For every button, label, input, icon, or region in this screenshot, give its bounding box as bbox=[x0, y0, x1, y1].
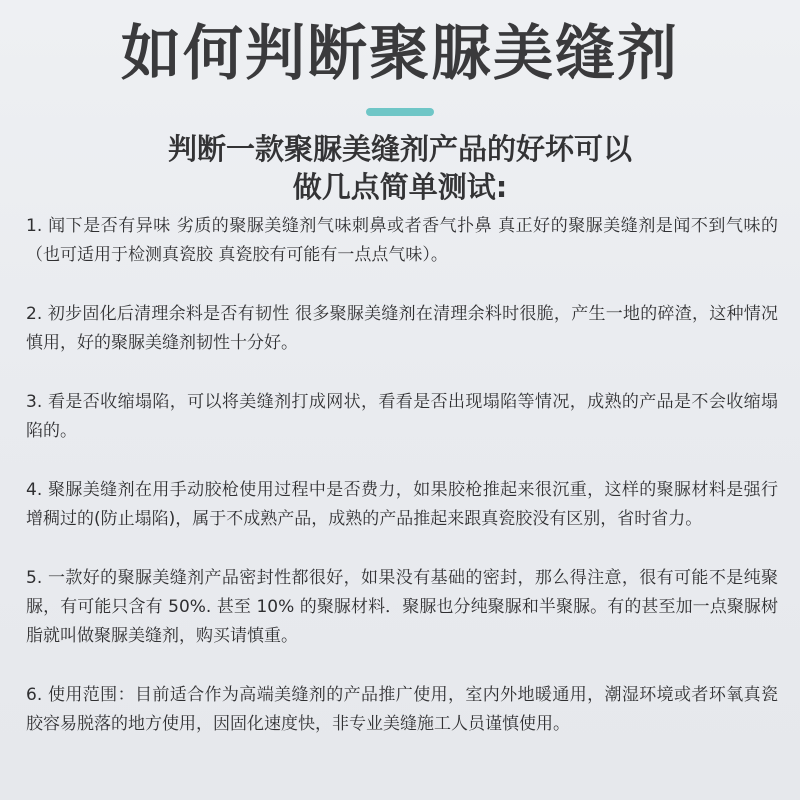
subtitle-line-1: 判断一款聚脲美缝剂产品的好坏可以 bbox=[167, 132, 632, 166]
subtitle-line-2: 做几点简单测试: bbox=[292, 170, 508, 204]
subtitle bbox=[0, 130, 800, 206]
list-item-6: 6. 使用范围：目前适合作为高端美缝剂的产品推广使用，室内外地暖通用，潮湿环境或者环氧真瓷胶容易脱落的地方使用，因固化速度快，非专业美缝施工人员谨慎使用。 bbox=[26, 685, 778, 734]
list-item-3: 3. 看是否收缩塌陷，可以将美缝剂打成网状，看看是否出现塌陷等情况，成熟的产品是不会收缩塌陷的。 bbox=[26, 392, 778, 441]
test-list bbox=[26, 212, 778, 769]
list-item-1: 1. 闻下是否有异味 劣质的聚脲美缝剂气味刺鼻或者香气扑鼻 真正好的聚脲美缝剂是闻不到气味的（也可适用于检测真瓷胶 真瓷胶有可能有一点点气味）。 bbox=[26, 216, 778, 265]
list-item-5: 5. 一款好的聚脲美缝剂产品密封性都很好，如果没有基础的密封，那么得注意，很有可能不是纯聚脲，有可能只含有 50%. 甚至 10% 的聚脲材料．聚脲也分纯聚脲和半聚脲。有的甚至加一点聚脲树脂就叫做聚脲美缝剂，购买请慎重。 bbox=[26, 568, 778, 646]
accent-divider bbox=[366, 108, 434, 116]
list-item-4: 4. 聚脲美缝剂在用手动胶枪使用过程中是否费力，如果胶枪推起来很沉重，这样的聚脲材料是强行增稠过的(防止塌陷)，属于不成熟产品，成熟的产品推起来跟真瓷胶没有区别，省时省力。 bbox=[26, 480, 778, 529]
list-item-2: 2. 初步固化后清理余料是否有韧性 很多聚脲美缝剂在清理余料时很脆，产生一地的碎渣，这种情况慎用，好的聚脲美缝剂韧性十分好。 bbox=[26, 304, 778, 353]
page-title: 如何判断聚脲美缝剂 bbox=[121, 19, 679, 89]
